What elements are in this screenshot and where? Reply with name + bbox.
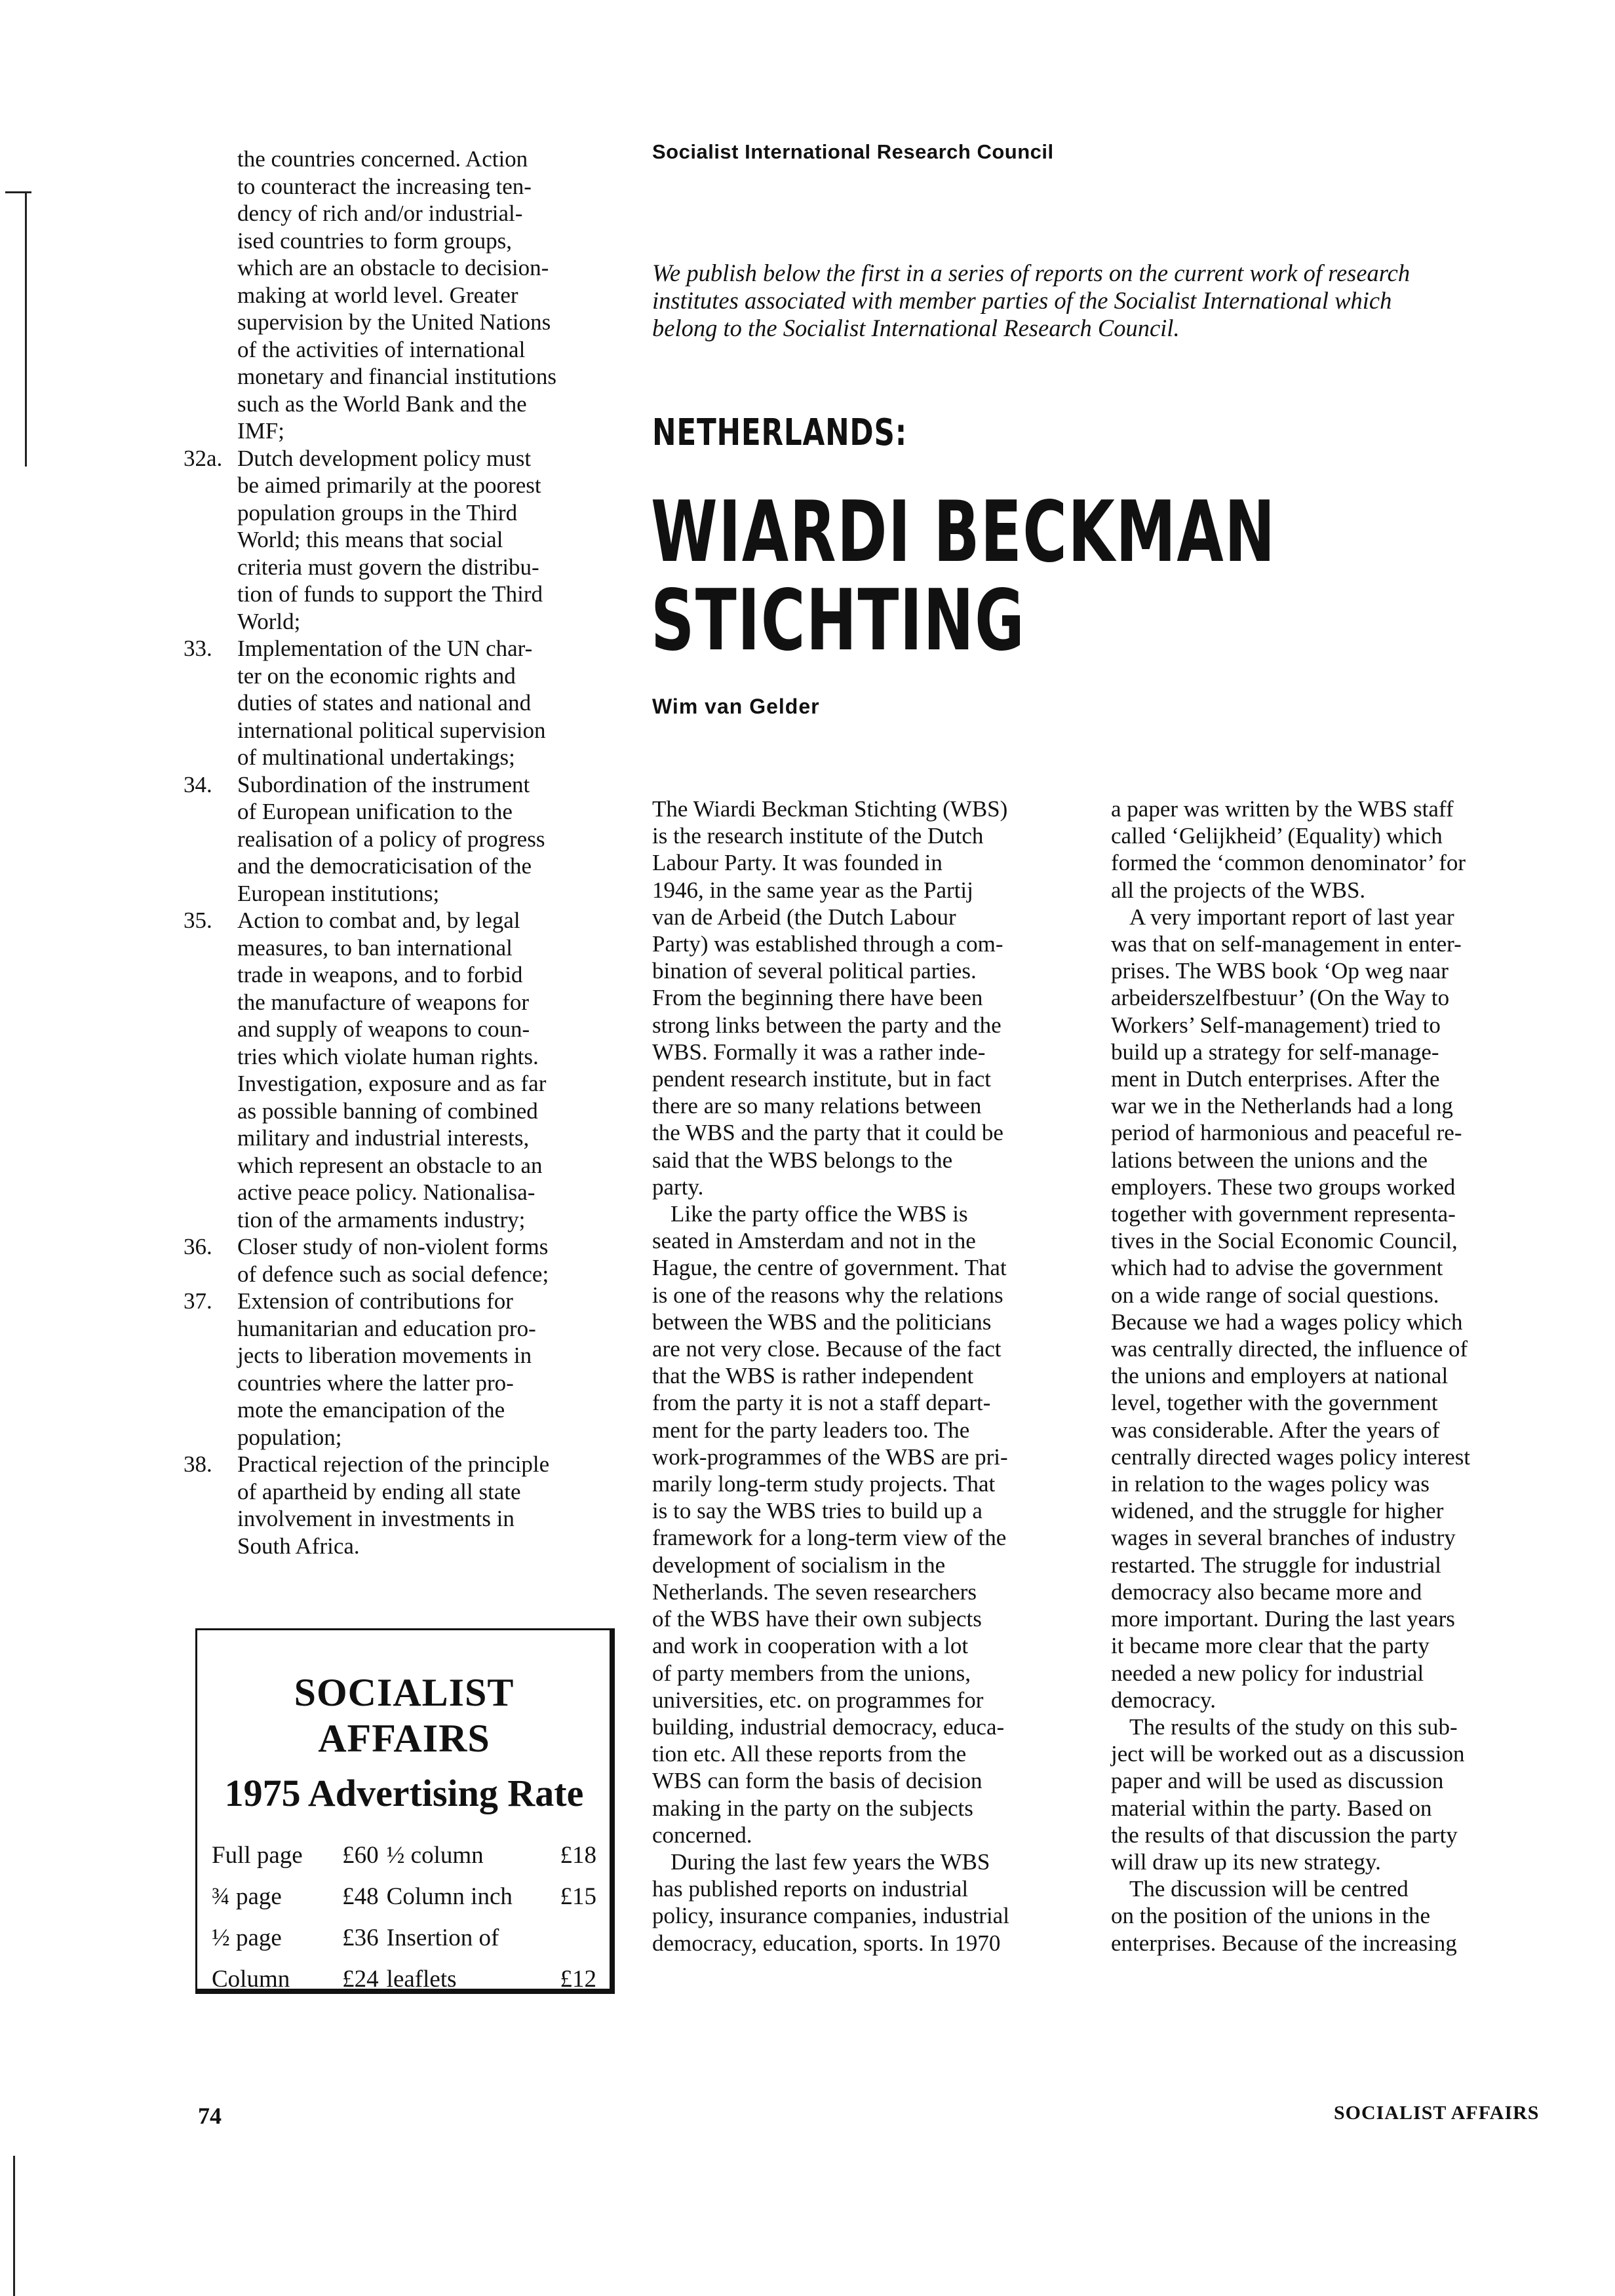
article-line: formed the ‘common denominator’ for bbox=[1111, 850, 1466, 876]
intro-paragraph bbox=[652, 259, 1544, 342]
table-cell: leaflets bbox=[386, 1966, 457, 1993]
article-line: was considerable. After the years of bbox=[1111, 1417, 1440, 1443]
article-line: said that the WBS belongs to the bbox=[652, 1147, 953, 1173]
article-line: ment for the party leaders too. The bbox=[652, 1417, 970, 1443]
article-line: more important. During the last years bbox=[1111, 1606, 1455, 1632]
line: ter on the economic rights and bbox=[237, 662, 516, 689]
line: and the democraticisation of the bbox=[237, 853, 532, 879]
line: such as the World Bank and the bbox=[237, 391, 527, 417]
article-line: centrally directed wages policy interest bbox=[1111, 1444, 1471, 1470]
article-line: material within the party. Based on bbox=[1111, 1795, 1432, 1821]
line: active peace policy. Nationalisa- bbox=[237, 1179, 535, 1205]
line: Dutch development policy must bbox=[237, 445, 532, 471]
article-line: strong links between the party and the bbox=[652, 1012, 1002, 1038]
list-item-33 bbox=[184, 635, 613, 771]
author-byline: Wim van Gelder bbox=[652, 695, 820, 718]
article-line: arbeiderszelfbestuur’ (On the Way to bbox=[1111, 985, 1450, 1011]
list-item-38 bbox=[184, 1451, 613, 1559]
article-line: period of harmonious and peaceful re- bbox=[1111, 1120, 1462, 1146]
line: of apartheid by ending all state bbox=[237, 1478, 521, 1504]
line: Subordination of the instrument bbox=[237, 771, 530, 797]
table-row bbox=[212, 1959, 596, 2000]
line: population groups in the Third bbox=[237, 499, 518, 526]
line: measures, to ban international bbox=[237, 934, 513, 961]
table-cell: Column bbox=[212, 1966, 290, 1993]
table-row bbox=[212, 1917, 596, 1959]
line: institutes associated with member parties of the Socialist International which bbox=[652, 287, 1392, 314]
line: criteria must govern the distribu- bbox=[237, 554, 539, 580]
table-cell: £60 bbox=[342, 1842, 379, 1869]
article-line: enterprises. Because of the increasing bbox=[1111, 1930, 1457, 1956]
line: involvement in investments in bbox=[237, 1506, 515, 1531]
article-line: The discussion will be centred bbox=[1129, 1876, 1409, 1902]
article-line: lations between the unions and the bbox=[1111, 1147, 1428, 1173]
scan-mark-left-vertical bbox=[25, 191, 27, 467]
table-cell: Full page bbox=[212, 1842, 303, 1869]
article-line: Like the party office the WBS is bbox=[671, 1201, 968, 1227]
article-line: policy, insurance companies, industrial bbox=[652, 1903, 1009, 1929]
article-line: During the last few years the WBS bbox=[671, 1848, 990, 1875]
line: belong to the Socialist International Research Council. bbox=[652, 315, 1180, 341]
list-item-37 bbox=[184, 1288, 613, 1451]
article-line: Workers’ Self-management) tried to bbox=[1111, 1012, 1441, 1038]
article-line: called ‘Gelijkheid’ (Equality) which bbox=[1111, 823, 1443, 849]
article-line: tives in the Social Economic Council, bbox=[1111, 1228, 1458, 1254]
advertising-rate-box bbox=[195, 1628, 615, 1994]
article-line: build up a strategy for self-manage- bbox=[1111, 1039, 1439, 1065]
line: of European unification to the bbox=[237, 799, 513, 824]
item-number: 36. bbox=[184, 1234, 212, 1259]
article-line: needed a new policy for industrial bbox=[1111, 1660, 1424, 1686]
line: tion of the armaments industry; bbox=[237, 1206, 526, 1233]
article-line: the WBS and the party that it could be bbox=[652, 1120, 1003, 1146]
table-cell: Insertion of bbox=[386, 1924, 499, 1951]
headline-line: WIARDI BECKMAN bbox=[651, 484, 1276, 581]
article-line: democracy. bbox=[1111, 1687, 1216, 1713]
line: tries which violate human rights. bbox=[237, 1043, 539, 1069]
article-line: of party members from the unions, bbox=[652, 1660, 971, 1686]
ad-rate-table bbox=[212, 1835, 596, 2000]
article-headline bbox=[651, 484, 1276, 670]
article-line: is one of the reasons why the relations bbox=[652, 1282, 1003, 1308]
item-number: 32a. bbox=[184, 445, 223, 471]
article-line: from the party it is not a staff depart- bbox=[652, 1390, 991, 1416]
article-line: together with government representa- bbox=[1111, 1201, 1456, 1227]
table-cell bbox=[549, 1917, 596, 1959]
article-line: 1946, in the same year as the Partij bbox=[652, 877, 973, 903]
article-line: was centrally directed, the influence of bbox=[1111, 1336, 1468, 1362]
article-line: employers. These two groups worked bbox=[1111, 1174, 1456, 1200]
country-heading: NETHERLANDS: bbox=[652, 411, 907, 454]
article-line: WBS. Formally it was a rather inde- bbox=[652, 1039, 986, 1065]
article-line: it became more clear that the party bbox=[1111, 1633, 1430, 1659]
line: South Africa. bbox=[237, 1533, 360, 1559]
article-line: Hague, the centre of government. That bbox=[652, 1255, 1007, 1281]
table-cell: £24 bbox=[342, 1966, 379, 1993]
article-line: in relation to the wages policy was bbox=[1111, 1471, 1430, 1497]
line: supervision by the United Nations bbox=[237, 309, 551, 335]
article-line: on the position of the unions in the bbox=[1111, 1903, 1431, 1929]
article-line: ment in Dutch enterprises. After the bbox=[1111, 1066, 1440, 1092]
list-item-36 bbox=[184, 1233, 613, 1288]
article-line: of the WBS have their own subjects bbox=[652, 1606, 982, 1632]
article-line: universities, etc. on programmes for bbox=[652, 1687, 984, 1713]
line: duties of states and national and bbox=[237, 690, 532, 716]
scan-mark-top-left bbox=[5, 191, 31, 193]
page-number: 74 bbox=[198, 2103, 222, 2129]
article-line: making in the party on the subjects bbox=[652, 1795, 973, 1821]
article-line: work-programmes of the WBS are pri- bbox=[652, 1444, 1008, 1470]
line: World; this means that social bbox=[237, 527, 503, 552]
article-line: is to say the WBS tries to build up a bbox=[652, 1498, 983, 1524]
article-line: which had to advise the government bbox=[1111, 1255, 1443, 1281]
article-line: A very important report of last year bbox=[1129, 904, 1454, 930]
article-line: The Wiardi Beckman Stichting (WBS) bbox=[652, 796, 1008, 822]
table-cell: £48 bbox=[342, 1883, 379, 1910]
article-line: seated in Amsterdam and not in the bbox=[652, 1228, 976, 1254]
line: population; bbox=[237, 1424, 342, 1450]
intro-continuation bbox=[184, 145, 613, 445]
line: Action to combat and, by legal bbox=[237, 908, 520, 933]
line: be aimed primarily at the poorest bbox=[237, 472, 541, 498]
article-line: level, together with the government bbox=[1111, 1390, 1438, 1416]
article-line: concerned. bbox=[652, 1822, 752, 1848]
article-line: restarted. The struggle for industrial bbox=[1111, 1552, 1441, 1578]
line: dency of rich and/or industrial- bbox=[237, 201, 523, 226]
line: European institutions; bbox=[237, 880, 440, 906]
article-line: marily long-term study projects. That bbox=[652, 1471, 996, 1497]
article-line: all the projects of the WBS. bbox=[1111, 877, 1366, 903]
article-line: the unions and employers at national bbox=[1111, 1363, 1449, 1389]
section-label: Socialist International Research Council bbox=[652, 140, 1054, 163]
line: of defence such as social defence; bbox=[237, 1261, 549, 1287]
line: to counteract the increasing ten- bbox=[237, 173, 532, 199]
line: ised countries to form groups, bbox=[237, 227, 512, 254]
article-line: is the research institute of the Dutch bbox=[652, 823, 984, 849]
article-line: development of socialism in the bbox=[652, 1552, 946, 1578]
article-line: democracy, education, sports. In 1970 bbox=[652, 1930, 1001, 1956]
line: monetary and financial institutions bbox=[237, 364, 556, 389]
list-item-32a bbox=[184, 445, 613, 636]
line: and supply of weapons to coun- bbox=[237, 1016, 530, 1042]
line: Extension of contributions for bbox=[237, 1288, 513, 1314]
article-line: and work in cooperation with a lot bbox=[652, 1633, 969, 1659]
line: Investigation, exposure and as far bbox=[237, 1071, 547, 1096]
table-cell: £18 bbox=[560, 1842, 596, 1869]
article-line: wages in several branches of industry bbox=[1111, 1525, 1456, 1551]
article-line: that the WBS is rather independent bbox=[652, 1363, 974, 1389]
line: We publish below the first in a series of reports on the current work of research bbox=[652, 259, 1411, 286]
article-line: building, industrial democracy, educa- bbox=[652, 1713, 1005, 1740]
table-cell: £12 bbox=[560, 1966, 596, 1993]
article-line: framework for a long-term view of the bbox=[652, 1525, 1007, 1551]
article-line: on a wide range of social questions. bbox=[1111, 1282, 1439, 1308]
article-line: widened, and the struggle for higher bbox=[1111, 1498, 1444, 1524]
article-line: prises. The WBS book ‘Op weg naar bbox=[1111, 958, 1449, 984]
table-cell: £36 bbox=[342, 1924, 379, 1951]
list-item-35 bbox=[184, 907, 613, 1233]
article-line: has published reports on industrial bbox=[652, 1876, 969, 1902]
table-cell: ¾ page bbox=[212, 1883, 282, 1910]
line: countries where the latter pro- bbox=[237, 1369, 514, 1396]
article-line: bination of several political parties. bbox=[652, 958, 977, 984]
article-line: paper and will be used as discussion bbox=[1111, 1768, 1444, 1794]
article-line: van de Arbeid (the Dutch Labour bbox=[652, 904, 956, 930]
article-line: ject will be worked out as a discussion bbox=[1111, 1741, 1465, 1767]
line: Practical rejection of the principle bbox=[237, 1451, 550, 1477]
article-line: Because we had a wages policy which bbox=[1111, 1309, 1463, 1335]
table-row bbox=[212, 1876, 596, 1917]
article-line: will draw up its new strategy. bbox=[1111, 1848, 1381, 1875]
article-line: From the beginning there have been bbox=[652, 985, 983, 1011]
line: the manufacture of weapons for bbox=[237, 989, 530, 1015]
ad-title: SOCIALIST AFFAIRS bbox=[294, 1671, 515, 1760]
article-line: Labour Party. It was founded in bbox=[652, 850, 943, 876]
line: as possible banning of combined bbox=[237, 1098, 538, 1124]
line: military and industrial interests, bbox=[237, 1125, 530, 1151]
item-number: 35. bbox=[184, 908, 212, 933]
line: international political supervision bbox=[237, 717, 546, 743]
article-line: tion etc. All these reports from the bbox=[652, 1741, 967, 1767]
item-number: 38. bbox=[184, 1451, 212, 1477]
line: humanitarian and education pro- bbox=[237, 1315, 536, 1341]
line: of the activities of international bbox=[237, 336, 526, 362]
article-line: democracy also became more and bbox=[1111, 1578, 1422, 1605]
article-line: the results of that discussion the party bbox=[1111, 1822, 1458, 1848]
article-line: Party) was established through a com- bbox=[652, 931, 1003, 957]
line: IMF; bbox=[237, 418, 284, 444]
line: World; bbox=[237, 608, 301, 634]
line: jects to liberation movements in bbox=[237, 1343, 532, 1368]
article-line: was that on self-management in enter- bbox=[1111, 931, 1462, 957]
article-line: WBS can form the basis of decision bbox=[652, 1768, 983, 1794]
table-row bbox=[212, 1835, 596, 1876]
line: which represent an obstacle to an bbox=[237, 1152, 543, 1178]
item-number: 37. bbox=[184, 1288, 212, 1314]
table-cell: ½ column bbox=[386, 1842, 484, 1869]
item-number: 34. bbox=[184, 771, 212, 797]
list-item-34 bbox=[184, 771, 613, 908]
line: tion of funds to support the Third bbox=[237, 581, 543, 607]
line: which are an obstacle to decision- bbox=[237, 255, 549, 280]
line: the countries concerned. Action bbox=[237, 146, 528, 172]
article-column-1 bbox=[652, 795, 1083, 1957]
line: of multinational undertakings; bbox=[237, 744, 515, 770]
article-line: party. bbox=[652, 1174, 704, 1200]
line: realisation of a policy of progress bbox=[237, 826, 545, 852]
scan-mark-bottom-left bbox=[13, 2156, 15, 2296]
item-number: 33. bbox=[184, 636, 212, 661]
article-line: between the WBS and the politicians bbox=[652, 1309, 992, 1335]
line: Closer study of non-violent forms bbox=[237, 1234, 549, 1259]
line: trade in weapons, and to forbid bbox=[237, 962, 523, 987]
article-line: there are so many relations between bbox=[652, 1093, 982, 1119]
left-column bbox=[184, 145, 613, 1559]
article-line: war we in the Netherlands had a long bbox=[1111, 1093, 1453, 1119]
line: Implementation of the UN char- bbox=[237, 636, 533, 661]
article-line: Netherlands. The seven researchers bbox=[652, 1578, 977, 1605]
footer-publication-title: SOCIALIST AFFAIRS bbox=[1334, 2102, 1540, 2124]
article-line: a paper was written by the WBS staff bbox=[1111, 796, 1454, 822]
headline-line: STICHTING bbox=[651, 572, 1026, 670]
ad-subtitle: 1975 Advertising Rate bbox=[224, 1772, 584, 1814]
article-line: are not very close. Because of the fact bbox=[652, 1336, 1002, 1362]
article-line: The results of the study on this sub- bbox=[1129, 1713, 1458, 1740]
line: mote the emancipation of the bbox=[237, 1397, 505, 1423]
article-column-2 bbox=[1111, 795, 1542, 1957]
article-line: pendent research institute, but in fact bbox=[652, 1066, 992, 1092]
table-cell: Column inch bbox=[386, 1883, 513, 1910]
line: making at world level. Greater bbox=[237, 282, 518, 308]
table-cell: £15 bbox=[560, 1883, 596, 1910]
table-cell: ½ page bbox=[212, 1924, 282, 1951]
